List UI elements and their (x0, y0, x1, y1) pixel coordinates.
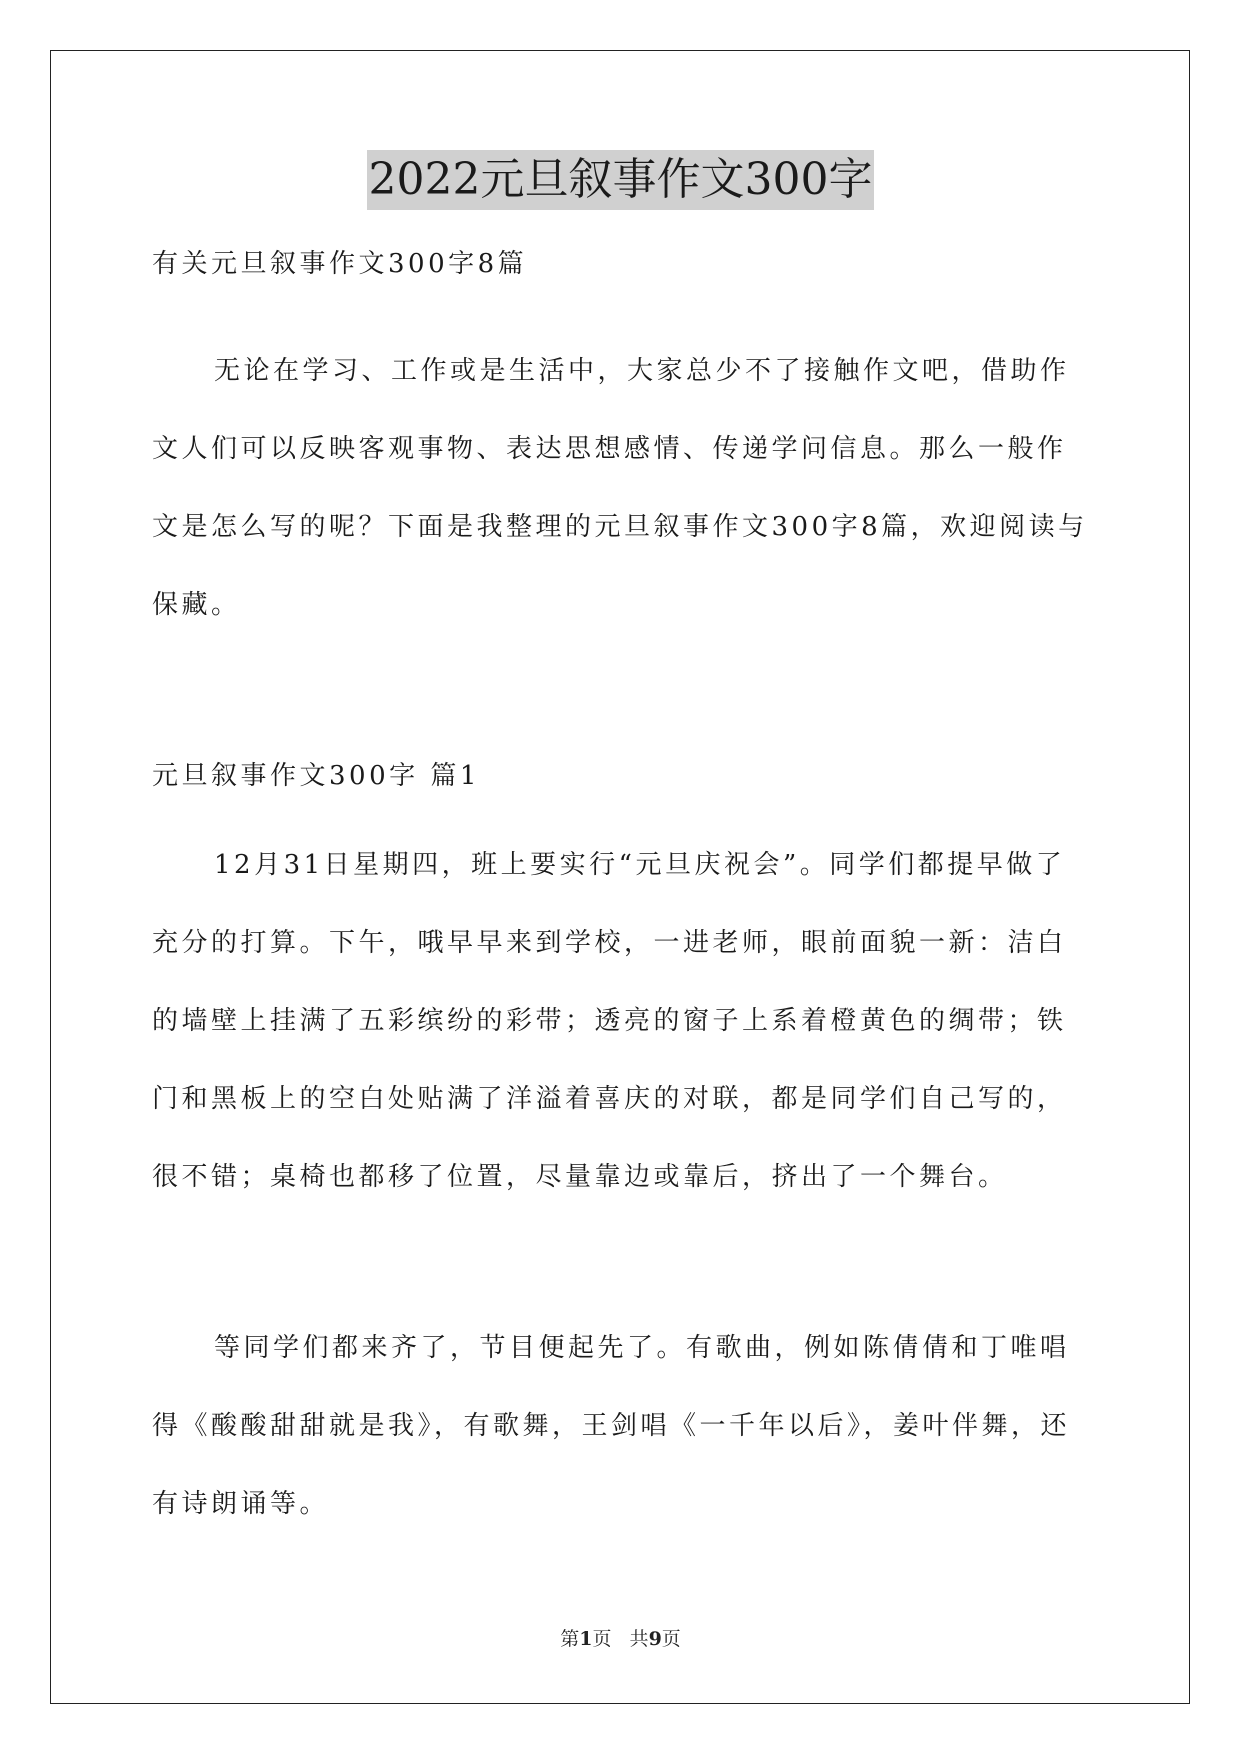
page-footer (0, 1624, 1241, 1651)
footer-prefix: 第 (560, 1628, 580, 1650)
intro-paragraph: 无论在学习、工作或是生活中，大家总少不了接触作文吧，借助作文人们可以反映客观事物、表达思想感情、传递学问信息。那么一般作文是怎么写的呢？下面是我整理的元旦叙事作文300字8篇，欢迎阅读与保藏。 (152, 356, 1088, 620)
title-highlight: 2022元旦叙事作文300字 (367, 150, 875, 210)
footer-total-pages: 9 (648, 1628, 662, 1650)
document-title (0, 150, 1241, 210)
document-subtitle: 有关元旦叙事作文300字8篇 (152, 249, 528, 279)
body-paragraph-1: 12月31日星期四，班上要实行“元旦庆祝会”。同学们都提早做了充分的打算。下午，哦早早来到学校，一进老师，眼前面貌一新：洁白的墙壁上挂满了五彩缤纷的彩带；透亮的窗子上系着橙黄色的绸带；铁门和黑板上的空白处贴满了洋溢着喜庆的对联，都是同学们自己写的，很不错；桌椅也都移了位置，尽量靠边或靠后，挤出了一个舞台。 (152, 850, 1067, 1192)
body-paragraph-2: 等同学们都来齐了，节目便起先了。有歌曲，例如陈倩倩和丁唯唱得《酸酸甜甜就是我》，有歌舞，王剑唱《一千年以后》，姜叶伴舞，还有诗朗诵等。 (152, 1333, 1071, 1519)
footer-suffix: 页 (661, 1628, 681, 1650)
section-heading: 元旦叙事作文300字 篇1 (152, 761, 480, 791)
footer-current-page: 1 (579, 1628, 593, 1650)
footer-middle: 页 共 (592, 1628, 649, 1650)
